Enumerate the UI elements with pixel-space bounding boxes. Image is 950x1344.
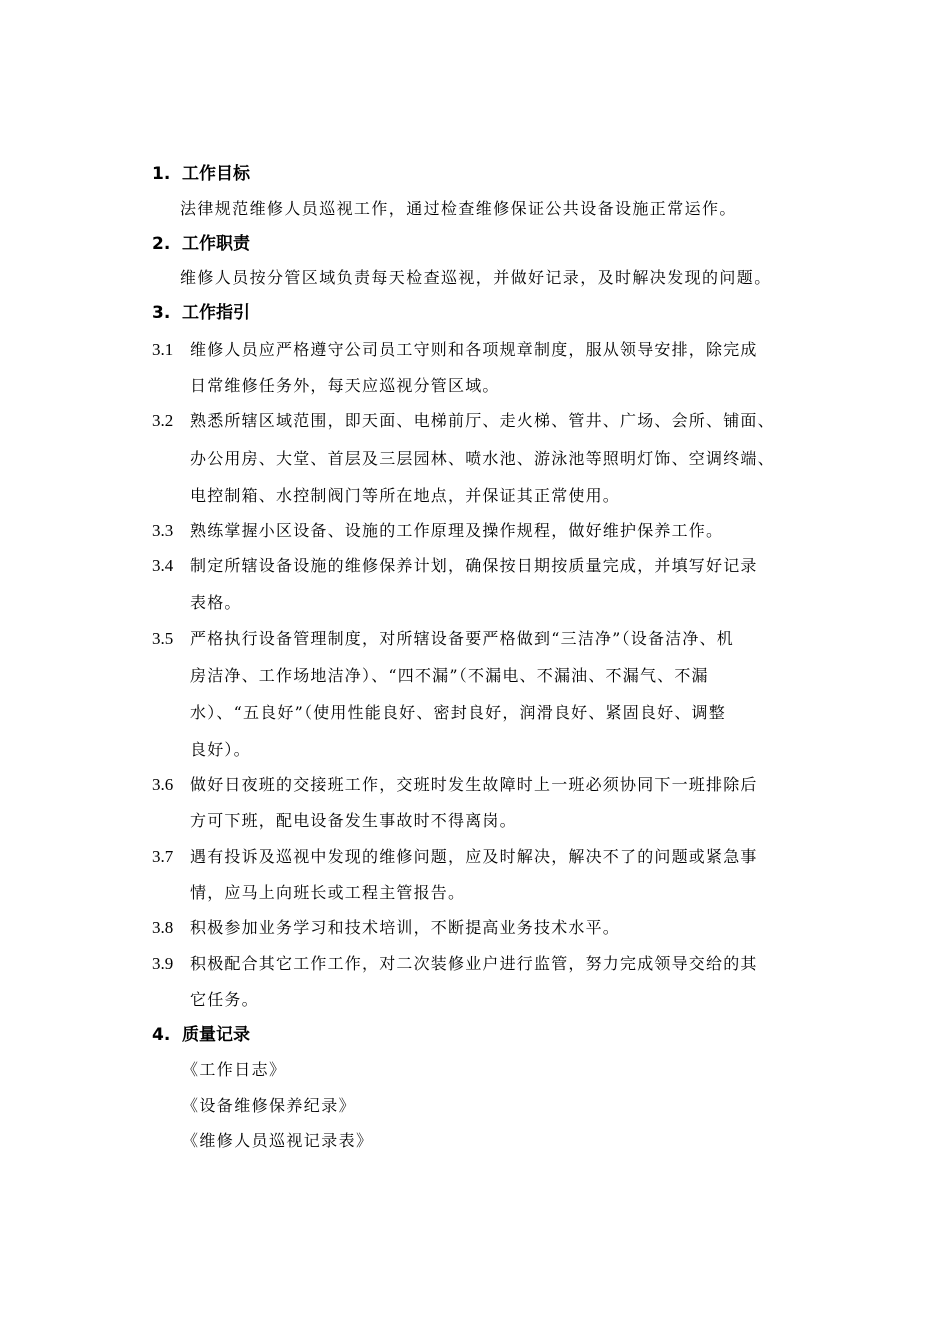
item-line: 熟练掌握小区设备、设施的工作原理及操作规程，做好维护保养工作。 [190, 521, 724, 540]
item-line: 方可下班，配电设备发生事故时不得离岗。 [190, 811, 517, 830]
section-4-heading [152, 1024, 250, 1046]
section-title: 质量记录 [182, 1025, 250, 1045]
section-number: 3. [152, 303, 171, 323]
section-1-heading [152, 163, 250, 185]
item-line: 做好日夜班的交接班工作，交班时发生故障时上一班必须协同下一班排除后 [190, 775, 758, 794]
item-line: 日常维修任务外，每天应巡视分管区域。 [190, 376, 500, 395]
item-number: 3.7 [152, 847, 174, 866]
item-line: 它任务。 [190, 990, 259, 1009]
section-number: 4. [152, 1025, 171, 1045]
section-2-heading [152, 233, 250, 255]
item-line: 熟悉所辖区域范围，即天面、电梯前厅、走火梯、管井、广场、会所、铺面、 [190, 411, 775, 430]
item-number: 3.6 [152, 775, 174, 794]
quality-record: 《工作日志》 [182, 1060, 287, 1079]
item-line: 维修人员应严格遵守公司员工守则和各项规章制度，服从领导安排，除完成 [190, 340, 758, 359]
item-number: 3.1 [152, 340, 174, 359]
section-title: 工作目标 [182, 164, 250, 184]
item-line: 办公用房、大堂、首层及三层园林、喷水池、游泳池等照明灯饰、空调终端、 [190, 449, 775, 468]
quality-record: 《设备维修保养纪录》 [182, 1096, 357, 1115]
item-line: 制定所辖设备设施的维修保养计划，确保按日期按质量完成，并填写好记录 [190, 556, 758, 575]
item-line: 表格。 [190, 593, 242, 612]
section-3-heading [152, 302, 250, 324]
section-title: 工作职责 [182, 234, 250, 254]
section-number: 1. [152, 164, 171, 184]
item-line: 严格执行设备管理制度，对所辖设备要严格做到“三洁净”（设备洁净、机 [190, 629, 734, 648]
quality-record: 《维修人员巡视记录表》 [182, 1131, 374, 1150]
item-line: 遇有投诉及巡视中发现的维修问题，应及时解决，解决不了的问题或紧急事 [190, 847, 758, 866]
item-number: 3.3 [152, 521, 174, 540]
item-line: 水）、“五良好”（使用性能良好、密封良好，润滑良好、紧固良好、调整 [190, 703, 726, 722]
item-line: 电控制箱、水控制阀门等所在地点，并保证其正常使用。 [190, 486, 621, 505]
item-number: 3.2 [152, 411, 174, 430]
item-line: 情，应马上向班长或工程主管报告。 [190, 883, 466, 902]
item-line: 良好）。 [190, 740, 251, 759]
section-title: 工作指引 [182, 303, 250, 323]
section-1-text: 法律规范维修人员巡视工作，通过检查维修保证公共设备设施正常运作。 [180, 199, 737, 218]
item-line: 积极参加业务学习和技术培训，不断提高业务技术水平。 [190, 918, 621, 937]
item-number: 3.9 [152, 954, 174, 973]
item-line: 房洁净、工作场地洁净）、“四不漏”（不漏电、不漏油、不漏气、不漏 [190, 666, 709, 685]
item-number: 3.8 [152, 918, 174, 937]
section-number: 2. [152, 234, 171, 254]
item-number: 3.4 [152, 556, 174, 575]
item-number: 3.5 [152, 629, 174, 648]
item-line: 积极配合其它工作工作，对二次装修业户进行监管，努力完成领导交给的其 [190, 954, 758, 973]
section-2-text: 维修人员按分管区域负责每天检查巡视，并做好记录，及时解决发现的问题。 [180, 268, 772, 287]
